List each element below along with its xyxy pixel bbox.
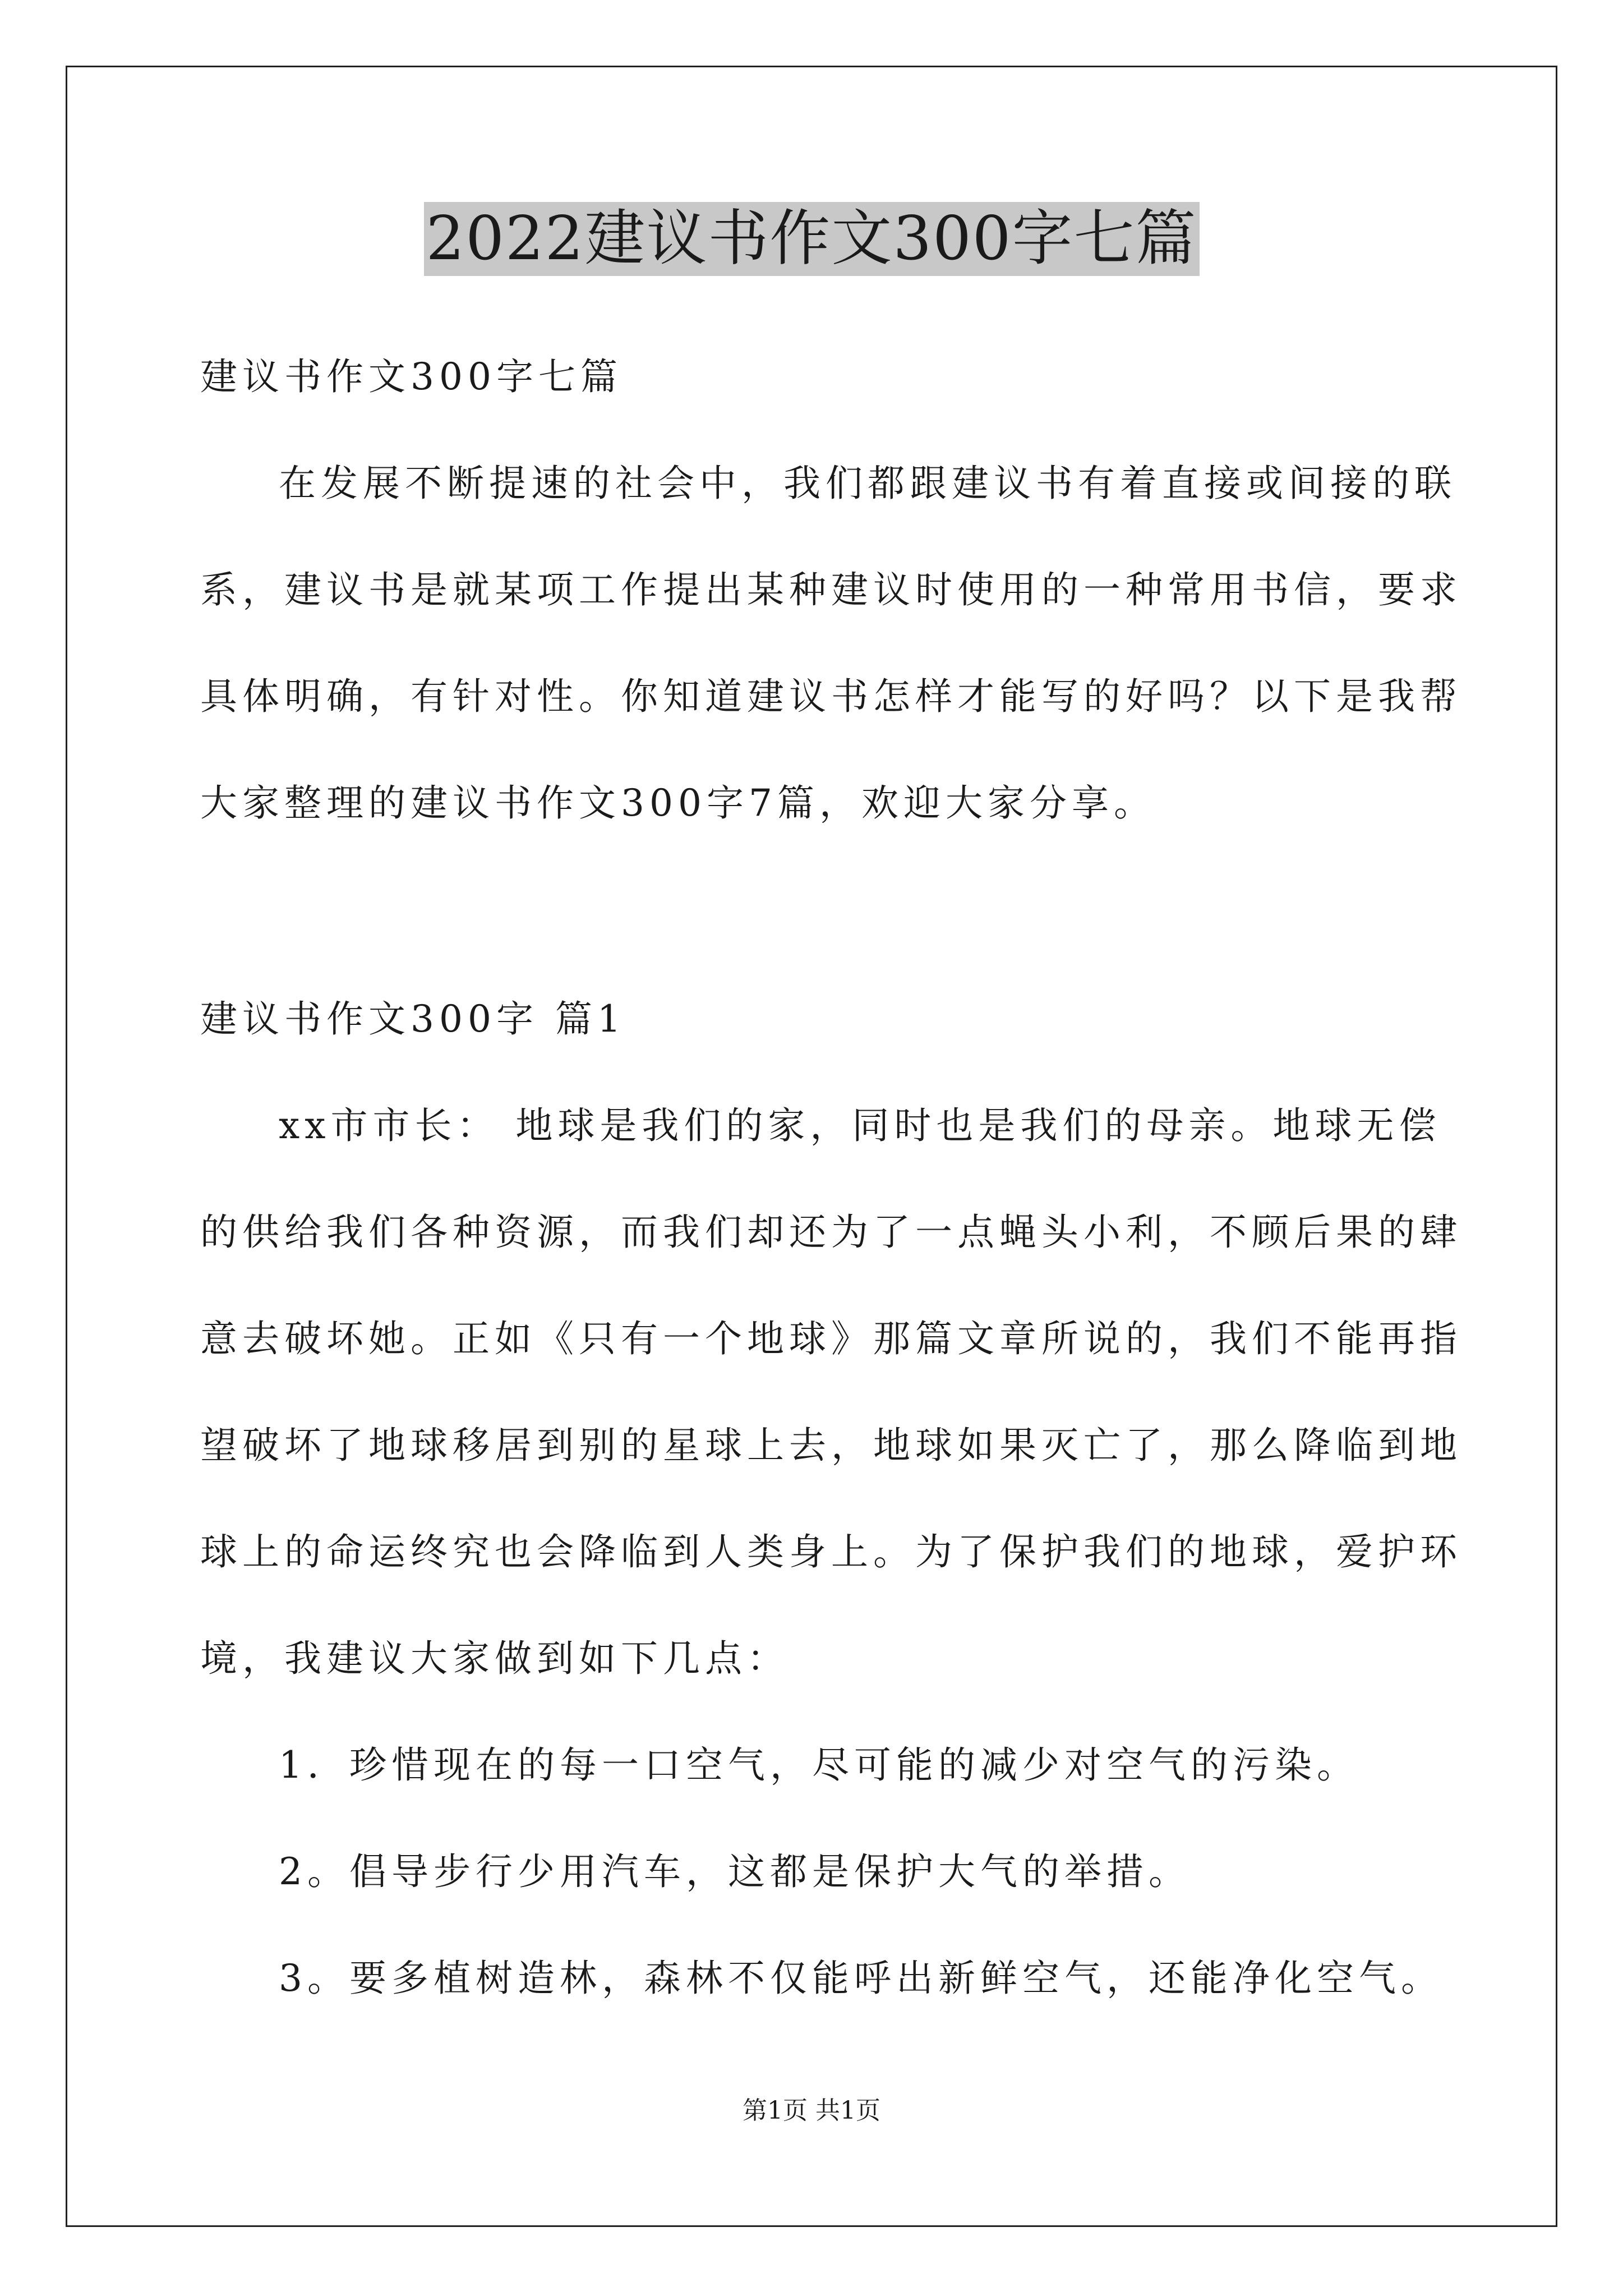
body-line-3: 意去破坏她。正如《只有一个地球》那篇文章所说的，我们不能再指 [200,1317,1462,1360]
body-line-6: 境，我建议大家做到如下几点： [200,1637,789,1680]
body-line-1: xx市市长： 地球是我们的家，同时也是我们的母亲。地球无偿 [279,1104,1441,1147]
body-line-5: 球上的命运终究也会降临到人类身上。为了保护我们的地球，爱护环 [200,1530,1462,1573]
document-title [0,202,1623,276]
document-title-text: 2022建议书作文300字七篇 [424,202,1200,276]
intro-line-2: 系，建议书是就某项工作提出某种建议时使用的一种常用书信，要求 [200,568,1462,611]
page-footer: 第1页 共1页 [743,2096,880,2125]
point-1: 1．珍惜现在的每一口空气，尽可能的减少对空气的污染。 [279,1743,1359,1787]
intro-line-1: 在发展不断提速的社会中，我们都跟建议书有着直接或间接的联 [279,462,1456,505]
intro-line-3: 具体明确，有针对性。你知道建议书怎样才能写的好吗？以下是我帮 [200,675,1462,718]
intro-line-4: 大家整理的建议书作文300字7篇，欢迎大家分享。 [200,781,1156,825]
body-line-4: 望破坏了地球移居到别的星球上去，地球如果灭亡了，那么降临到地 [200,1424,1462,1467]
section-heading: 建议书作文300字 篇1 [200,997,626,1041]
document-subtitle: 建议书作文300字七篇 [200,355,623,398]
body-line-2: 的供给我们各种资源，而我们却还为了一点蝇头小利，不顾后果的肆 [200,1211,1462,1254]
point-3: 3。要多植树造林，森林不仅能呼出新鲜空气，还能净化空气。 [279,1957,1443,2000]
point-2: 2。倡导步行少用汽车，这都是保护大气的举措。 [279,1850,1191,1893]
